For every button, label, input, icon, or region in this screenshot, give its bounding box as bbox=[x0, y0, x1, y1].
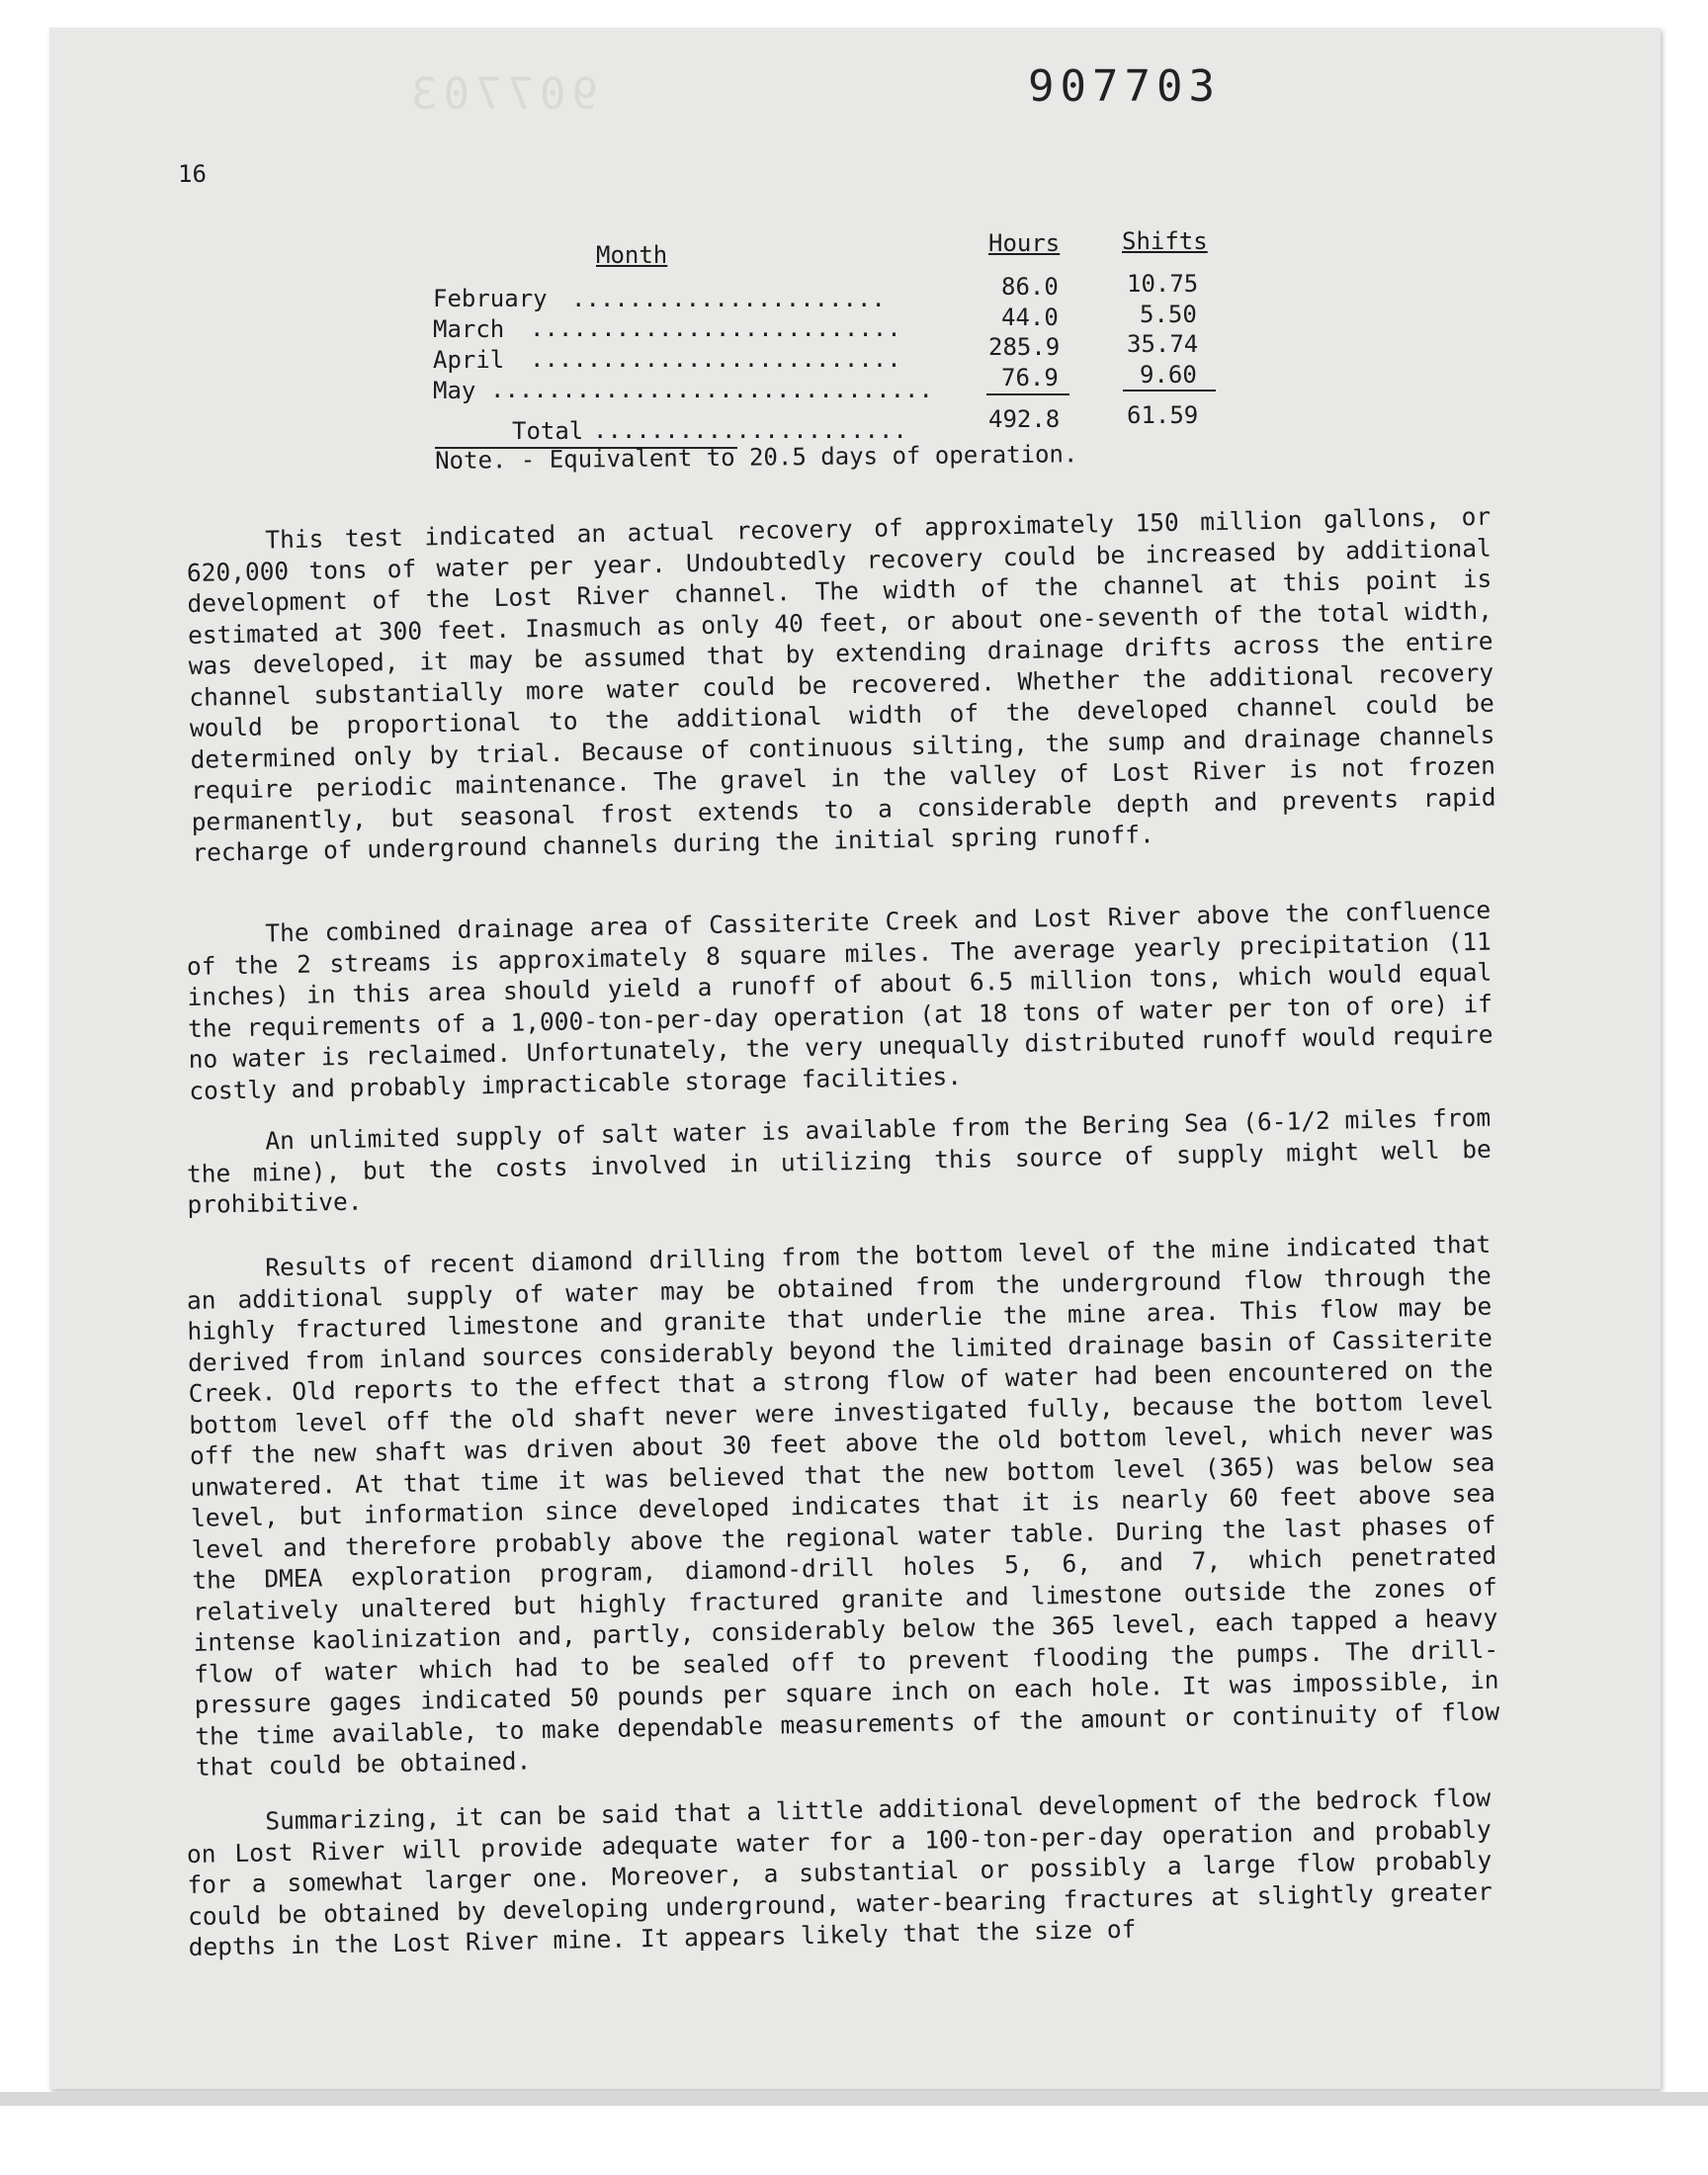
hours-cell: 76.9 bbox=[1001, 364, 1059, 392]
scanner-bed-strip bbox=[0, 2092, 1708, 2106]
hours-total: 492.8 bbox=[988, 405, 1061, 433]
total-label: Total bbox=[512, 417, 584, 445]
leader-dots: ...................... bbox=[571, 285, 886, 312]
leader-dots: .......................... bbox=[530, 314, 901, 342]
body-paragraph: An unlimited supply of salt water is available from the Bering Sea (6-1/2 miles from the mine), but the costs involved in utilizing this source of supply might well be prohibitive. bbox=[186, 1102, 1492, 1219]
leader-dots: ............................... bbox=[490, 376, 933, 403]
table-note: Note. - Equivalent to 20.5 days of operation. bbox=[435, 440, 1078, 475]
month-cell: March bbox=[433, 315, 505, 343]
hours-sum-rule bbox=[986, 393, 1069, 395]
leader-dots: ...................... bbox=[593, 416, 907, 444]
shifts-header: Shifts bbox=[1122, 227, 1208, 255]
leader-dots: .......................... bbox=[530, 345, 901, 373]
document-number: 907703 bbox=[1028, 61, 1221, 112]
page-number: 16 bbox=[178, 160, 207, 188]
body-paragraph: The combined drainage area of Cassiterite Creek and Lost River above the confluence of the 2 streams is approximately 8 square miles. The average yearly precipitation (11 inches) in this area should yield a runoff of about 6.5 million tons, which would equal the requirements of a 1,000-ton-per-day operation (at 18 tons of water per ton of ore) if no water is reclaimed. Unfortunately, the very unequally distributed runoff would require costly and probably impracticable storage facilities. bbox=[186, 895, 1494, 1105]
shifts-total: 61.59 bbox=[1127, 401, 1199, 429]
shifts-cell: 35.74 bbox=[1127, 330, 1199, 358]
hours-header: Hours bbox=[988, 229, 1061, 257]
shifts-cell: 5.50 bbox=[1140, 301, 1197, 328]
month-cell: February bbox=[433, 285, 548, 312]
body-paragraph: Results of recent diamond drilling from the bottom level of the mine indicated that an additional supply of water may be obtained from the underground flow through the highly fractured limestone and granite that underlie the mine area. This flow may be derived from inland sources considerably beyond the limited drainage basin of Cassiterite Creek. Old reports to the effect that a strong flow of water had been encountered on the bottom level off the old shaft never were investigated fully, because the bottom level off the new shaft was driven about 30 feet above the old bottom level, which never was unwatered. At that time it was believed that the new bottom level (365) was below sea level, but information since developed indicates that it is nearly 60 feet above sea level and therefore probably above the regional water table. During the last phases of the DMEA exploration program, diamond-drill holes 5, 6, and 7, which penetrated relatively unaltered but highly fractured granite and limestone outside the zones of intense kaolinization and, partly, considerably below the 365 level, each tapped a heavy flow of water which had to be sealed off to prevent flooding the pumps. The drill-pressure gages indicated 50 pounds per square inch on each hole. It was impossible, in the time available, to make dependable measurements of the amount or continuity of flow that could be obtained. bbox=[186, 1229, 1500, 1782]
month-header: Month bbox=[596, 241, 668, 269]
bleed-through-number: 907703 bbox=[405, 69, 598, 120]
hours-cell: 86.0 bbox=[1001, 273, 1059, 301]
month-cell: April bbox=[433, 346, 505, 374]
shifts-cell: 9.60 bbox=[1140, 361, 1197, 389]
body-paragraph: This test indicated an actual recovery of approximately 150 million gallons, or 620,000 tons of water per year. Undoubtedly recovery could be increased by additional development of the Lost River channel. The width of the channel at this point is estimated at 300 feet. Inasmuch as only 40 feet, or about one-seventh of the total width, was developed, it may be assumed that by extending drainage drifts across the entire channel substantially more water could be recovered. Whether the additional recovery would be proportional to the additional width of the developed channel could be determined only by trial. Because of continuous silting, the sump and drainage channels require periodic maintenance. The gravel in the valley of Lost River is not frozen permanently, but seasonal frost extends to a considerable depth and prevents rapid recharge of underground channels during the initial spring runoff. bbox=[186, 501, 1496, 867]
shifts-sum-rule bbox=[1123, 390, 1216, 392]
shifts-cell: 10.75 bbox=[1127, 270, 1199, 298]
hours-cell: 44.0 bbox=[1001, 304, 1059, 331]
body-paragraph: Summarizing, it can be said that a little additional development of the bedrock flow on Lost River will provide adequate water for a 100-ton-per-day operation and probably for a somewhat larger one. Moreover, a substantial or possibly a large flow probably could be obtained by developing underground, water-bearing fractures at slightly greater depths in the Lost River mine. It appears likely that the size of bbox=[186, 1783, 1494, 1961]
hours-cell: 285.9 bbox=[988, 333, 1061, 361]
month-cell: May bbox=[433, 377, 476, 404]
